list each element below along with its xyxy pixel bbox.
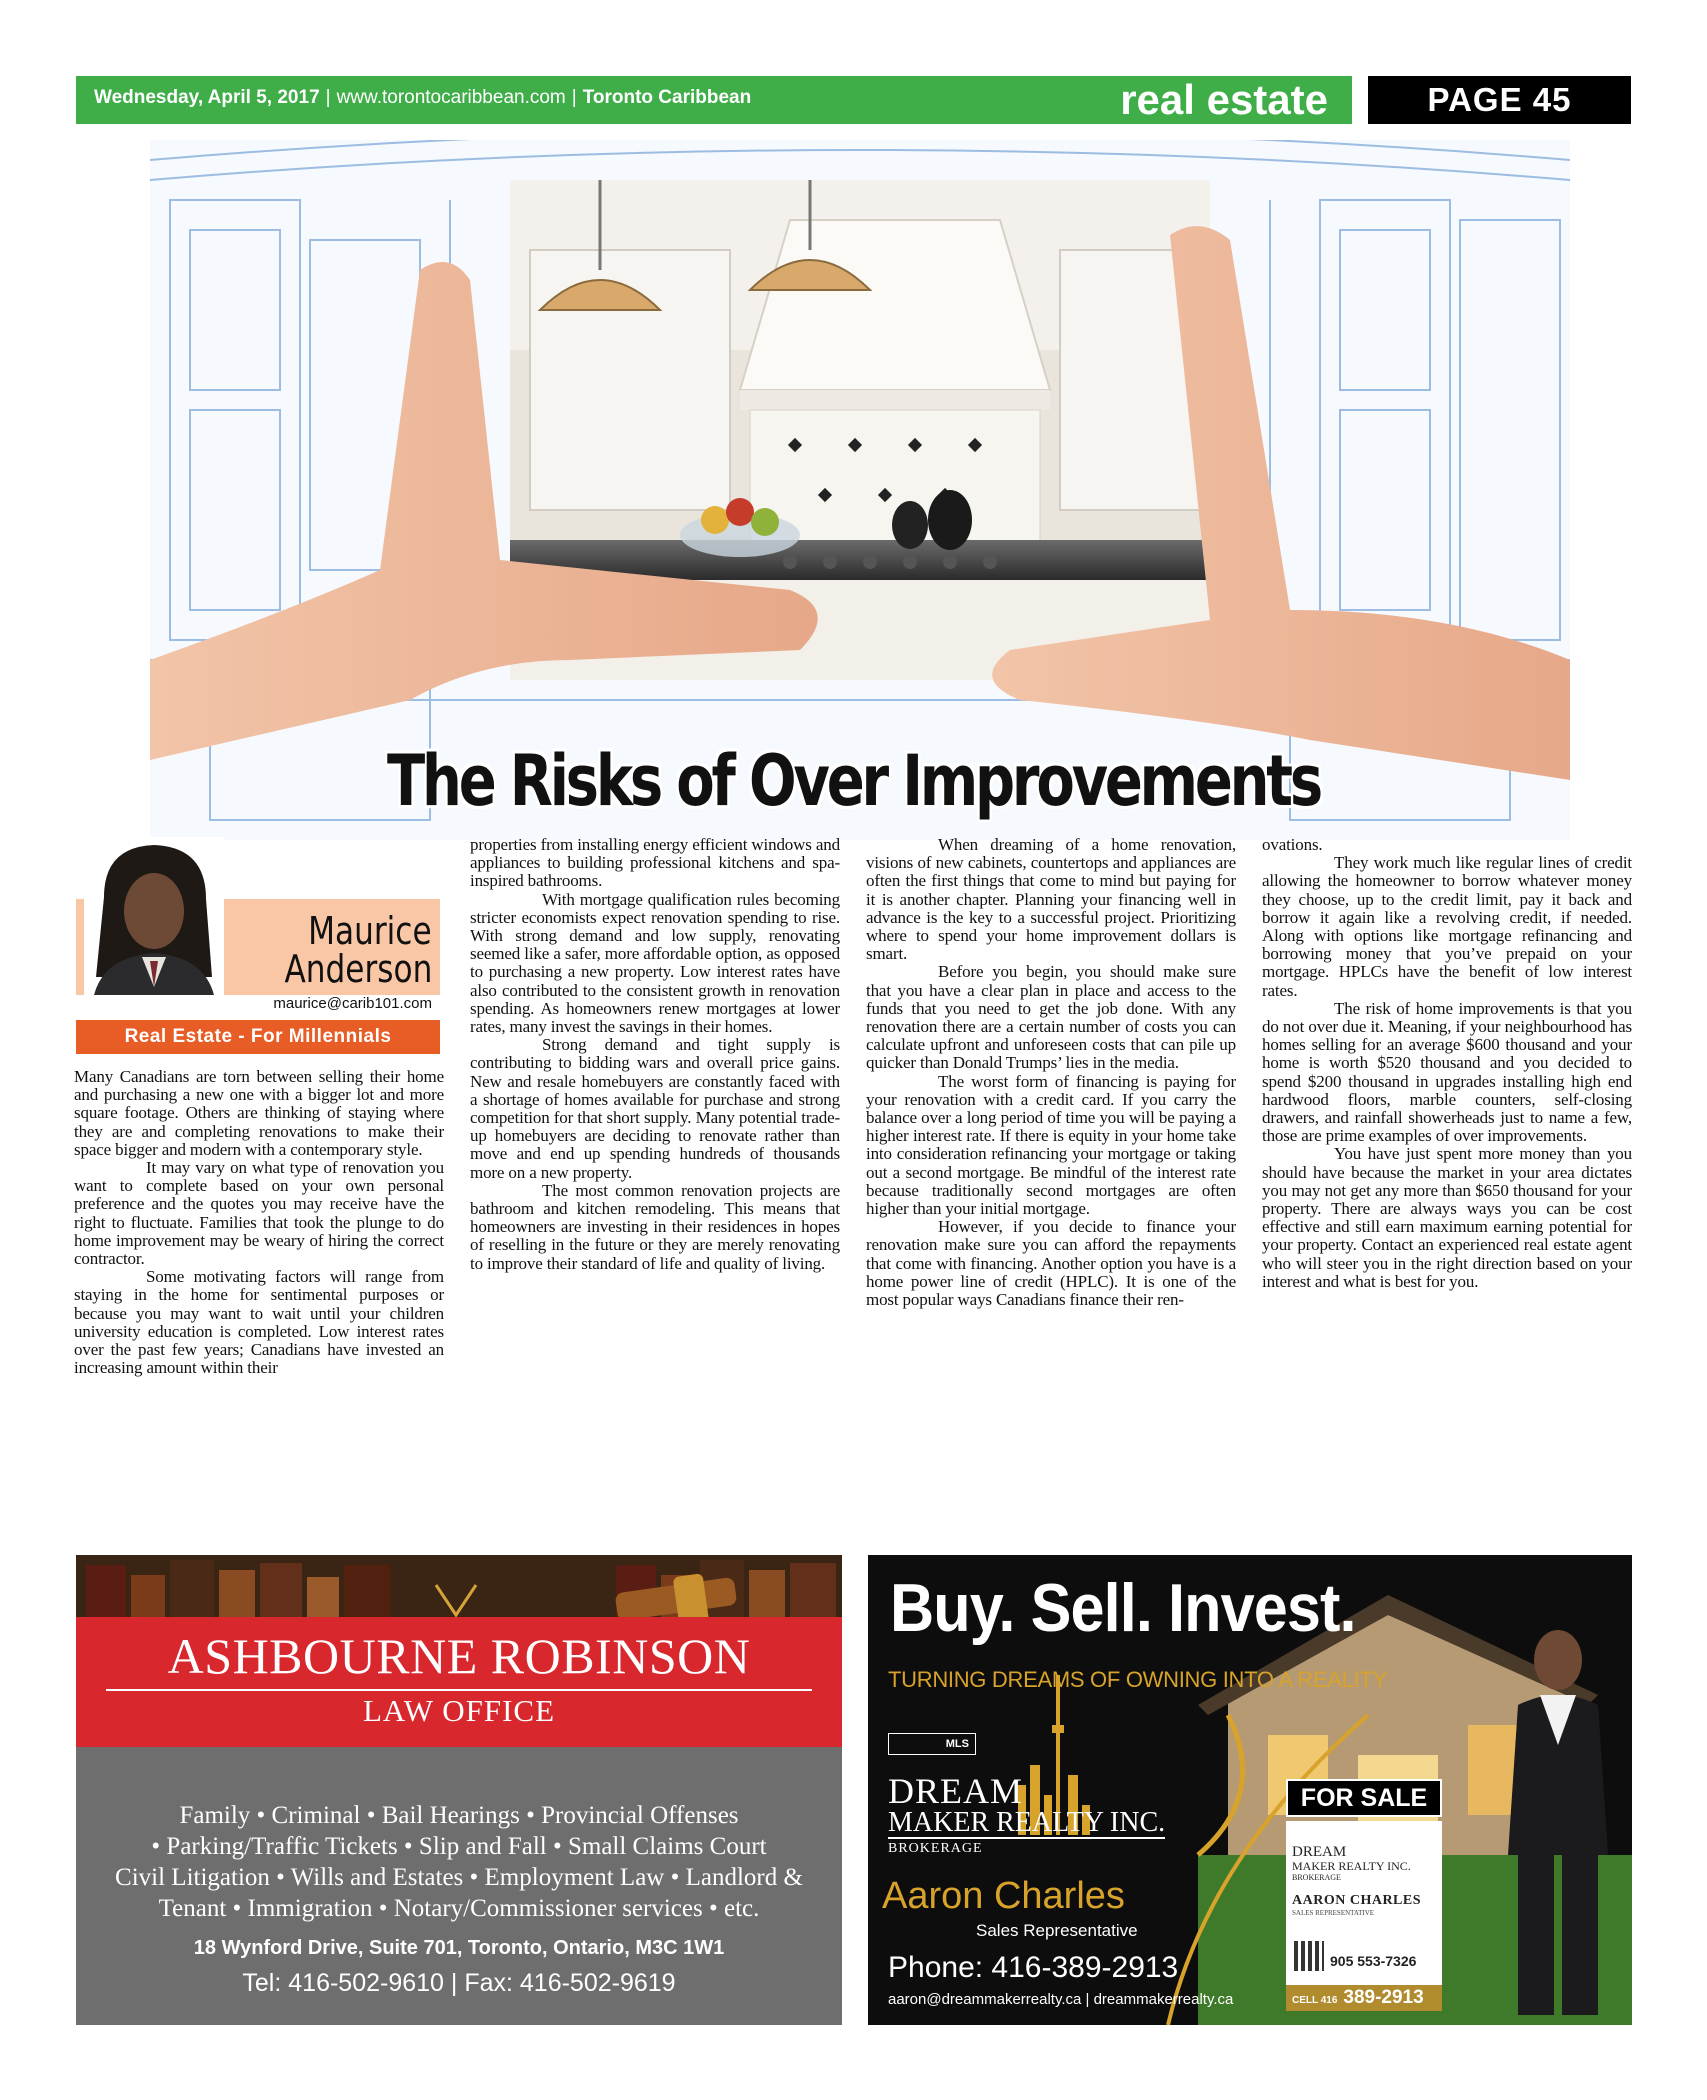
- article-column-4: [1262, 836, 1632, 1291]
- for-sale-sign: [1286, 1779, 1442, 2009]
- law-firm-name: ASHBOURNE ROBINSON: [167, 1628, 751, 1684]
- article-paragraph: They work much like regular lines of credit allowing the homeowner to borrow whatever money they choose, up to the credit limit, pay it back and borrow it again like a revolving credit, if needed. Along with options like mortgage refinancing and borrowing money that you’ve prepaid on your mortgage. HPLCs have the benefit of low interest rates.: [1262, 853, 1632, 1000]
- publication-name: Toronto Caribbean: [582, 87, 752, 108]
- section-title: real estate: [1120, 76, 1328, 123]
- agent-name: Aaron Charles: [882, 1875, 1125, 1917]
- article-paragraph: ovations.: [1262, 835, 1323, 854]
- article-paragraph: The worst form of financing is paying for your renovation with a credit card. If you carry the balance over a long period of time you will be paying a higher interest rate. If there is equity in your home take into consideration refinancing your mortgage or taking out a second mortgage. Be mindful of the interest rate because traditionally second mortgages are often higher than your initial mortgage.: [866, 1071, 1236, 1219]
- realty-ad[interactable]: [868, 1555, 1632, 2025]
- law-services-line: Family • Criminal • Bail Hearings • Provincial Offenses: [179, 1802, 739, 1829]
- for-sale-sign-header: FOR SALE: [1286, 1779, 1442, 1817]
- realty-slogan: Buy. Sell. Invest.: [890, 1570, 1356, 1646]
- realty-tagline: TURNING DREAMS OF OWNING INTO A REALITY: [888, 1667, 1387, 1692]
- mls-logo: MLS: [888, 1733, 976, 1755]
- article-paragraph: With mortgage qualification rules becoming stricter economists expect renovation spending to rise. With strong demand and low supply, renovating seemed like a safer, more affordable option, as opposed to purchasing a new property. Low interest rates have also contributed to the consistent growth in renovation spending. As homeowners renew mortgages at lower rates, many invest the savings in their homes.: [470, 889, 840, 1037]
- article-paragraph: properties from installing energy efficient windows and appliances to building professional kitchens and spa-inspired bathrooms.: [470, 835, 840, 891]
- article-paragraph: Many Canadians are torn between selling their home and purchasing a new one with a bigger lot and more square footage. Others are thinking of staying where they are and completing renovations to make their space bigger and modern with a contemporary style.: [74, 1067, 444, 1159]
- law-services-list: [96, 1800, 822, 1924]
- website-link[interactable]: www.torontocaribbean.com: [336, 87, 566, 108]
- column-tag: Real Estate - For Millennials: [76, 1020, 440, 1054]
- sign-cell-label: CELL 416: [1292, 1995, 1338, 2006]
- sign-brand-line2: MAKER REALTY INC.: [1292, 1859, 1411, 1873]
- law-services-line: Civil Litigation • Wills and Estates • Employment Law • Landlord &: [115, 1864, 803, 1891]
- qr-code-icon: [1294, 1941, 1324, 1971]
- article-paragraph: It may vary on what type of renovation you want to complete based on your own personal preference and the quotes you may receive have the right to fluctuate. Families that took the plunge to do home improvement may be weary of hiring the correct contractor.: [74, 1158, 444, 1269]
- article-column-3: [866, 836, 1236, 1309]
- article-headline: The Risks of Over Improvements: [387, 740, 1320, 822]
- sign-brand-line1: DREAM: [1292, 1844, 1347, 1860]
- header-bar: [76, 76, 1352, 124]
- law-office-label: LAW OFFICE: [362, 1693, 556, 1728]
- law-office-phone[interactable]: Tel: 416-502-9610 | Fax: 416-502-9619: [242, 1969, 676, 1997]
- for-sale-sign-body: [1286, 1821, 1442, 1985]
- issue-date: Wednesday, April 5, 2017: [94, 87, 320, 108]
- law-services-line: Tenant • Immigration • Notary/Commissioner services • etc.: [158, 1895, 760, 1922]
- article-paragraph: The risk of home improvements is that you do not over due it. Meaning, if your neighbourhood has homes selling for an average $600 thousand and your home is worth $520 thousand and you decided to spend $200 thousand in upgrades installing high end hardwood floors, marble counters, self-closing drawers, and rainfall showerheads just to name a few, those are prime examples of over improvements.: [1262, 998, 1632, 1146]
- article-paragraph: You have just spent more money than you should have because the market in your area dictates you may not get any more than $650 thousand for your property. There are always ways you can be cost effective and still earn maximum earning potential for your property. Contact an experienced real estate agent who will steer you in the right direction based on your interest and what is best for you.: [1262, 1144, 1632, 1291]
- author-byline: [76, 837, 440, 1047]
- article-paragraph: However, if you decide to finance your renovation make sure you can afford the repayments that come with financing. Another option you have is a home power line of credit (HPLC). It is one of the most popular ways Canadians finance their ren-: [866, 1217, 1236, 1310]
- agent-phone[interactable]: Phone: 416-389-2913: [888, 1951, 1179, 1984]
- article-column-1: [74, 1068, 444, 1377]
- law-office-address: 18 Wynford Drive, Suite 701, Toronto, Ontario, M3C 1W1: [193, 1937, 725, 1959]
- sign-agent-name: AARON CHARLES: [1292, 1893, 1422, 1908]
- sign-agent-title: SALES REPRESENTATIVE: [1292, 1909, 1375, 1917]
- realty-brand-line2: MAKER REALTY INC.: [888, 1807, 1166, 1838]
- article-paragraph: Some motivating factors will range from staying in the home for sentimental purposes or because you may want to wait until your children university education is completed. Low interest rates over the past few years; Canadians have invested an increasing amount within their: [74, 1267, 444, 1378]
- realty-brand-line1: DREAM: [888, 1771, 1024, 1811]
- header-meta: Wednesday, April 5, 2017 | www.torontocaribbean.com | Toronto Caribbean: [94, 87, 752, 108]
- article-paragraph: When dreaming of a home renovation, visions of new cabinets, countertops and appliances are often the first things that come to mind but paying for it is another chapter. Planning your financing well in advance is the key to a successful project. Prioritizing where to spend your home improvement dollars is smart.: [866, 835, 1236, 964]
- law-services-line: • Parking/Traffic Tickets • Slip and Fall • Small Claims Court: [151, 1833, 767, 1860]
- sign-cell-phone: [1286, 1985, 1442, 2011]
- law-office-ad[interactable]: [76, 1555, 842, 2025]
- author-photo: [84, 837, 224, 995]
- author-last-name: Anderson: [284, 947, 432, 991]
- article-paragraph: Before you begin, you should make sure that you have a clear plan in place and access to the funds that you need to get the job done. With any renovation there are a certain number of costs you can calculate upfront and unforeseen costs that can pile up quicker than Donald Trumps’ lies in the media.: [866, 962, 1236, 1073]
- banner-divider: [106, 1689, 812, 1691]
- article-column-2: [470, 836, 840, 1273]
- article-paragraph: The most common renovation projects are bathroom and kitchen remodeling. This means that homeowners are investing in their residences in hopes of reselling in the future or they are merely renovating to improve their standard of life and quality of living.: [470, 1180, 840, 1273]
- author-email[interactable]: maurice@carib101.com: [273, 995, 432, 1012]
- realty-brokerage: BROKERAGE: [888, 1841, 983, 1856]
- sign-office-phone: 905 553-7326: [1330, 1953, 1417, 1969]
- agent-title: Sales Representative: [976, 1921, 1138, 1940]
- article-paragraph: Strong demand and tight supply is contributing to bidding wars and overall price gains. New and resale homebuyers are constantly faced with a shortage of homes available for purchase and strong competition for that short supply. Many potential trade-up homebuyers are deciding to renovate rather than move and end up spending hundreds of thousands more on a new property.: [470, 1035, 840, 1182]
- hero-illustration: [150, 140, 1570, 840]
- sign-cell-number: 389-2913: [1343, 1987, 1424, 2008]
- sign-brokerage: BROKERAGE: [1292, 1873, 1341, 1882]
- agent-contact-links[interactable]: aaron@dreammakerrealty.ca | dreammakerrealty.ca: [888, 1991, 1234, 2008]
- author-first-name: Maurice: [308, 909, 432, 953]
- page-number: PAGE 45: [1368, 76, 1631, 124]
